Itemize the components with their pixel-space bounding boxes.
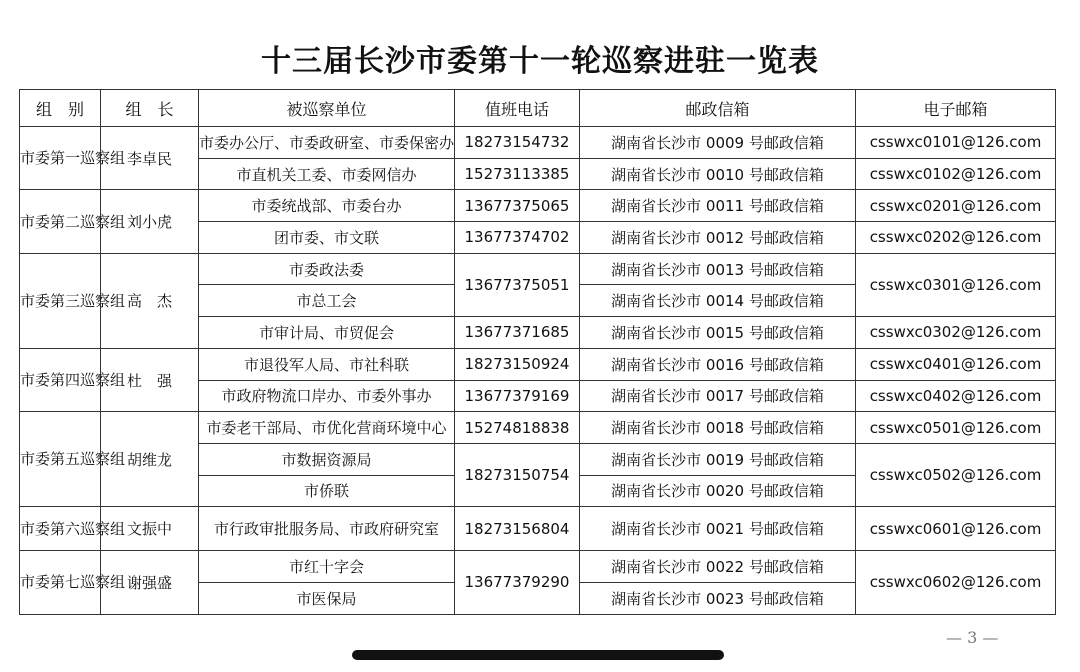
phone-cell: 13677375051 xyxy=(455,253,580,316)
group-leader: 高 杰 xyxy=(101,253,199,348)
mailbox-cell: 湖南省长沙市 0020 号邮政信箱 xyxy=(580,475,856,507)
unit-cell: 市委统战部、市委台办 xyxy=(199,190,455,222)
header-leader: 组 长 xyxy=(101,90,199,127)
group-leader: 李卓民 xyxy=(101,127,199,190)
inspection-table xyxy=(19,89,1056,615)
mailbox-cell: 湖南省长沙市 0018 号邮政信箱 xyxy=(580,412,856,444)
mailbox-cell: 湖南省长沙市 0009 号邮政信箱 xyxy=(580,127,856,159)
mailbox-cell: 湖南省长沙市 0016 号邮政信箱 xyxy=(580,348,856,380)
phone-cell: 13677379290 xyxy=(455,551,580,614)
mailbox-cell: 湖南省长沙市 0019 号邮政信箱 xyxy=(580,443,856,475)
phone-cell: 18273150924 xyxy=(455,348,580,380)
unit-cell: 市直机关工委、市委网信办 xyxy=(199,158,455,190)
unit-cell: 市数据资源局 xyxy=(199,443,455,475)
unit-cell: 市审计局、市贸促会 xyxy=(199,317,455,349)
email-cell[interactable]: csswxc0202@126.com xyxy=(856,222,1056,254)
email-cell[interactable]: csswxc0201@126.com xyxy=(856,190,1056,222)
unit-cell: 市委办公厅、市委政研室、市委保密办 xyxy=(199,127,455,159)
phone-cell: 15274818838 xyxy=(455,412,580,444)
header-mailbox: 邮政信箱 xyxy=(580,90,856,127)
header-unit: 被巡察单位 xyxy=(199,90,455,127)
table-row xyxy=(20,190,1056,222)
header-email: 电子邮箱 xyxy=(856,90,1056,127)
mailbox-cell: 湖南省长沙市 0011 号邮政信箱 xyxy=(580,190,856,222)
mailbox-cell: 湖南省长沙市 0010 号邮政信箱 xyxy=(580,158,856,190)
mailbox-cell: 湖南省长沙市 0023 号邮政信箱 xyxy=(580,582,856,614)
unit-cell: 市政府物流口岸办、市委外事办 xyxy=(199,380,455,412)
phone-cell: 18273154732 xyxy=(455,127,580,159)
email-cell[interactable]: csswxc0301@126.com xyxy=(856,253,1056,316)
group-name: 市委第一巡察组 xyxy=(20,127,101,190)
mailbox-cell: 湖南省长沙市 0022 号邮政信箱 xyxy=(580,551,856,583)
email-cell[interactable]: csswxc0102@126.com xyxy=(856,158,1056,190)
page-title: 十三届长沙市委第十一轮巡察进驻一览表 xyxy=(261,44,819,79)
unit-cell: 市红十字会 xyxy=(199,551,455,583)
group-name: 市委第五巡察组 xyxy=(20,412,101,507)
group-name: 市委第二巡察组 xyxy=(20,190,101,253)
mailbox-cell: 湖南省长沙市 0014 号邮政信箱 xyxy=(580,285,856,317)
table-row xyxy=(20,412,1056,444)
unit-cell: 市侨联 xyxy=(199,475,455,507)
unit-cell: 市委政法委 xyxy=(199,253,455,285)
phone-cell: 18273150754 xyxy=(455,443,580,506)
email-cell[interactable]: csswxc0602@126.com xyxy=(856,551,1056,614)
table-header-row xyxy=(20,90,1056,127)
header-group: 组 别 xyxy=(20,90,101,127)
email-cell[interactable]: csswxc0401@126.com xyxy=(856,348,1056,380)
group-leader: 文振中 xyxy=(101,507,199,551)
group-leader: 杜 强 xyxy=(101,348,199,411)
group-leader: 谢强盛 xyxy=(101,551,199,614)
group-name: 市委第六巡察组 xyxy=(20,507,101,551)
email-cell[interactable]: csswxc0402@126.com xyxy=(856,380,1056,412)
header-phone: 值班电话 xyxy=(455,90,580,127)
mailbox-cell: 湖南省长沙市 0021 号邮政信箱 xyxy=(580,507,856,551)
unit-cell: 团市委、市文联 xyxy=(199,222,455,254)
phone-cell: 13677374702 xyxy=(455,222,580,254)
table-row xyxy=(20,253,1056,285)
email-cell[interactable]: csswxc0501@126.com xyxy=(856,412,1056,444)
email-cell[interactable]: csswxc0601@126.com xyxy=(856,507,1056,551)
mailbox-cell: 湖南省长沙市 0015 号邮政信箱 xyxy=(580,317,856,349)
unit-cell: 市退役军人局、市社科联 xyxy=(199,348,455,380)
email-cell[interactable]: csswxc0502@126.com xyxy=(856,443,1056,506)
unit-cell: 市总工会 xyxy=(199,285,455,317)
unit-cell: 市委老干部局、市优化营商环境中心 xyxy=(199,412,455,444)
group-name: 市委第七巡察组 xyxy=(20,551,101,614)
table-row xyxy=(20,507,1056,551)
email-cell[interactable]: csswxc0302@126.com xyxy=(856,317,1056,349)
phone-cell: 13677379169 xyxy=(455,380,580,412)
group-leader: 刘小虎 xyxy=(101,190,199,253)
mailbox-cell: 湖南省长沙市 0017 号邮政信箱 xyxy=(580,380,856,412)
table-row xyxy=(20,551,1056,583)
unit-cell: 市医保局 xyxy=(199,582,455,614)
table-row xyxy=(20,127,1056,159)
phone-cell: 13677375065 xyxy=(455,190,580,222)
group-leader: 胡维龙 xyxy=(101,412,199,507)
phone-cell: 15273113385 xyxy=(455,158,580,190)
unit-cell: 市行政审批服务局、市政府研究室 xyxy=(199,507,455,551)
table-row xyxy=(20,348,1056,380)
group-name: 市委第三巡察组 xyxy=(20,253,101,348)
mailbox-cell: 湖南省长沙市 0013 号邮政信箱 xyxy=(580,253,856,285)
phone-cell: 18273156804 xyxy=(455,507,580,551)
mailbox-cell: 湖南省长沙市 0012 号邮政信箱 xyxy=(580,222,856,254)
home-indicator[interactable] xyxy=(352,650,724,660)
phone-cell: 13677371685 xyxy=(455,317,580,349)
email-cell[interactable]: csswxc0101@126.com xyxy=(856,127,1056,159)
group-name: 市委第四巡察组 xyxy=(20,348,101,411)
page-number: — 3 — xyxy=(946,628,999,647)
